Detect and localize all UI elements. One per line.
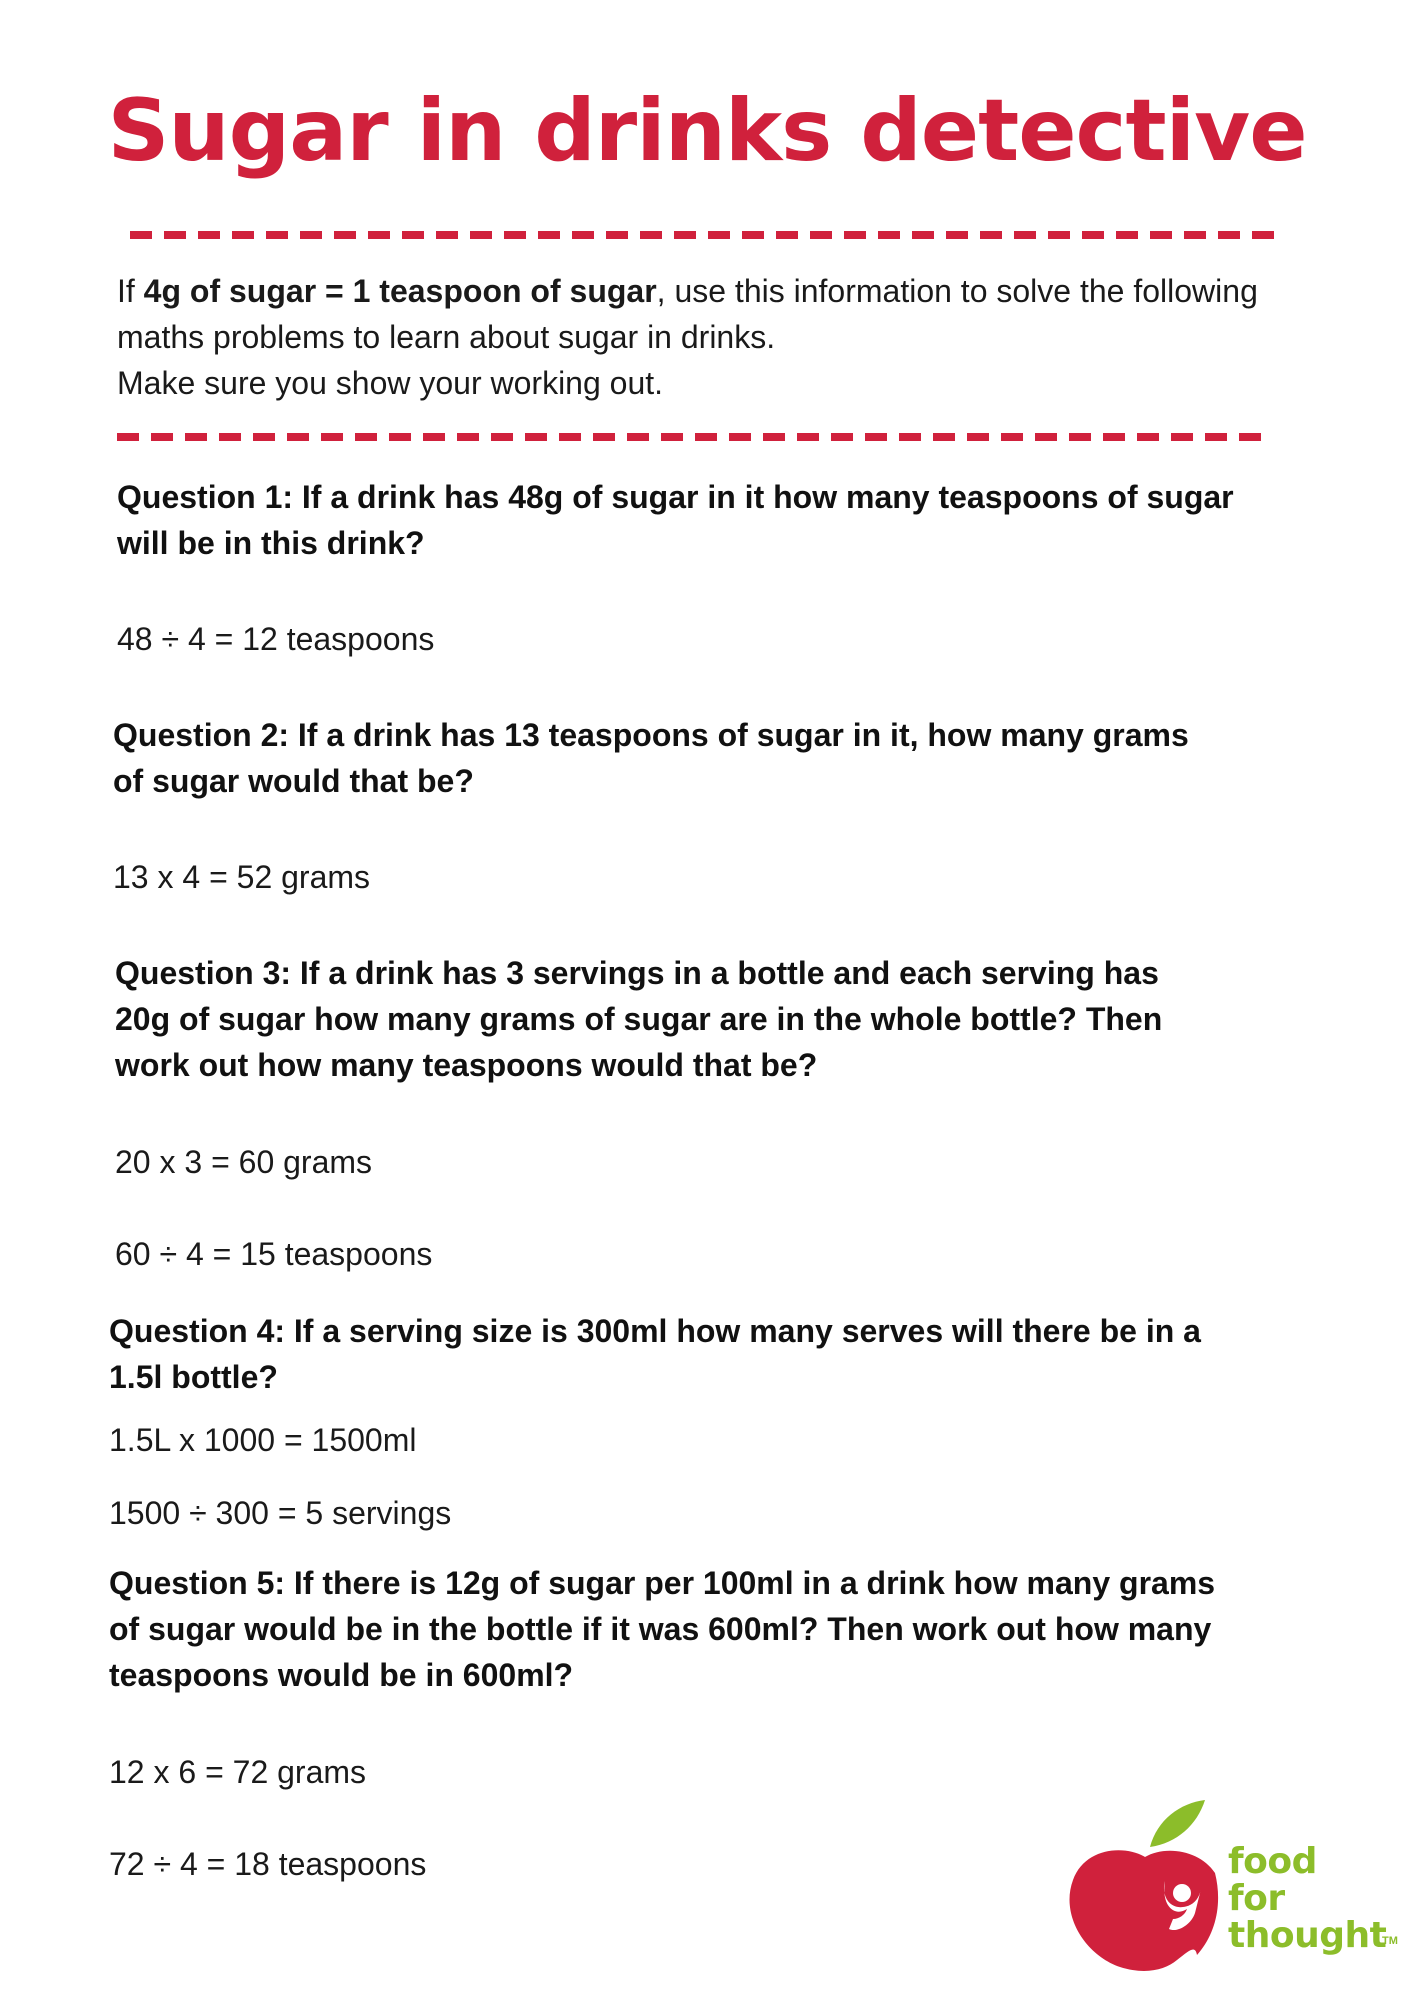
answer-2-line-1: 13 x 4 = 52 grams bbox=[113, 859, 371, 895]
intro-bold-rule: 4g of sugar = 1 teaspoon of sugar bbox=[143, 273, 657, 309]
intro-instruction: Make sure you show your working out. bbox=[117, 365, 664, 401]
logo-wordmark bbox=[1228, 1843, 1386, 1954]
question-3: Question 3: If a drink has 3 servings in a bottle and each serving has 20g of sugar how many grams of sugar are in the whole bottle? Then work out how many teaspoons would that be? bbox=[115, 955, 1163, 1083]
trademark-symbol: TM bbox=[1382, 1935, 1398, 1947]
logo-word-thought: thought bbox=[1228, 1915, 1387, 1956]
question-4: Question 4: If a serving size is 300ml how many serves will there be in a 1.5l bottle? bbox=[109, 1313, 1201, 1395]
question-2: Question 2: If a drink has 13 teaspoons of sugar in it, how many grams of sugar would that be? bbox=[113, 717, 1189, 799]
dashed-divider-bottom bbox=[117, 433, 1267, 441]
answer-4-line-1: 1.5L x 1000 = 1500ml bbox=[109, 1422, 417, 1458]
answer-5-line-2: 72 ÷ 4 = 18 teaspoons bbox=[109, 1846, 427, 1882]
intro-rest: , use this information to solve the following maths problems to learn about sugar in drinks. bbox=[117, 273, 1258, 355]
answer-4-line-2: 1500 ÷ 300 = 5 servings bbox=[109, 1495, 452, 1531]
page-title: Sugar in drinks detective bbox=[107, 81, 1307, 181]
answer-1-line-1: 48 ÷ 4 = 12 teaspoons bbox=[117, 621, 435, 657]
answer-3-line-2: 60 ÷ 4 = 15 teaspoons bbox=[115, 1236, 433, 1272]
dashed-divider-top bbox=[130, 231, 1274, 239]
intro-paragraph bbox=[117, 268, 1297, 406]
question-5: Question 5: If there is 12g of sugar per 100ml in a drink how many grams of sugar would be in the bottle if it was 600ml? Then work out how many teaspoons would be in 600ml? bbox=[109, 1565, 1216, 1693]
answer-5-line-1: 12 x 6 = 72 grams bbox=[109, 1754, 367, 1790]
question-1: Question 1: If a drink has 48g of sugar in it how many teaspoons of sugar will be in this drink? bbox=[117, 479, 1234, 561]
intro-lead: If bbox=[117, 273, 144, 309]
answer-3-line-1: 20 x 3 = 60 grams bbox=[115, 1144, 373, 1180]
logo-word-food: food bbox=[1228, 1841, 1317, 1882]
logo-word-for: for bbox=[1228, 1878, 1285, 1919]
